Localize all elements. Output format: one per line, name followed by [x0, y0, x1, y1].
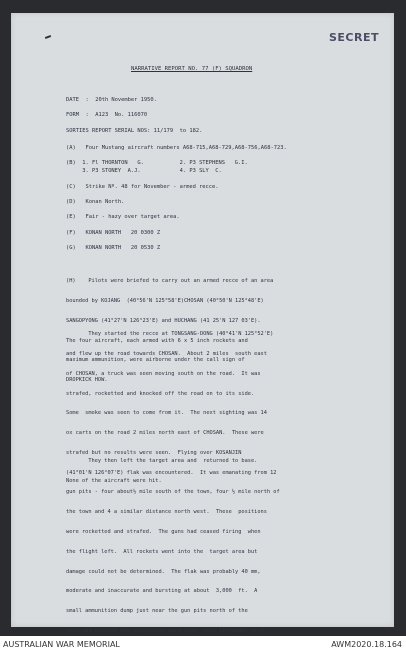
- paragraph-line: None of the aircraft were hit.: [66, 477, 162, 484]
- paragraph-line: were rocketted and strafed. The guns had ceased firing when: [66, 529, 261, 535]
- paragraph-line: strafed, rocketted and knocked off the road on to its side.: [66, 390, 255, 397]
- paragraph-line: small ammunition dump just near the gun pits north of the: [66, 608, 248, 615]
- secret-stamp: SECRET: [329, 31, 379, 44]
- paragraph-line: and flew up the road towards CHOSAN. About 2 miles south east: [66, 350, 267, 357]
- form-line: FORM : A123 No. 116070: [66, 112, 148, 118]
- paragraph-line: (H) Pilots were briefed to carry out an armed recce of an area: [66, 278, 274, 285]
- paragraph-line: They then left the target area and returned to base.: [66, 458, 258, 465]
- archive-name: AUSTRALIAN WAR MEMORIAL: [3, 640, 120, 649]
- paragraph-line: maximum ammunition, were airborne under the call sign of: [66, 357, 245, 364]
- paragraph-line: Some smoke was seen to come from it. The next sighting was 14: [66, 410, 267, 417]
- item-f: (F) KONAN NORTH 20 0300 Z: [66, 230, 161, 236]
- item-e: (E) Fair - hazy over target area.: [66, 214, 180, 220]
- paragraph-line: The four aircraft, each armed with 6 x 5 inch rockets and: [66, 337, 248, 344]
- paragraph-line: SANGOPYONG (41°27'N 126°23'E) and HUCHANG (41 25'N 127 03'E).: [66, 317, 261, 324]
- paragraph-line: gun pits - four about½ mile south of the town, four ½ mile north of: [66, 489, 280, 496]
- paragraph-line: bounded by KOJANG (40°56'N 125°58'E)CHOSAN (40°50'N 125°48'E): [66, 297, 264, 304]
- paragraph-line: strafed but no results were seen. Flying over KOSANJIN: [66, 449, 242, 456]
- paragraph-line: (41°01'N 126°07'E) flak was encountered. It was emanating from 12: [66, 469, 277, 476]
- item-g: (G) KONAN NORTH 20 0530 Z: [66, 245, 161, 251]
- footer-bar: [0, 636, 406, 653]
- catalogue-number: AWM2020.18.164: [331, 640, 402, 649]
- item-b-line-1: (B) 1. Fl THORNTON G. 2. P3 STEPHENS G.I.: [66, 160, 248, 166]
- paragraph-return: [66, 445, 257, 498]
- item-c: (C) Strike Nº. 48 for November - armed recce.: [66, 184, 219, 190]
- date-line: DATE : 20th November 1950.: [66, 97, 157, 103]
- item-a: (A) Four Mustang aircraft numbers A68-715,A68-729,A68-756,A68-723.: [66, 145, 287, 151]
- paragraph-line: ox carts on the road 2 miles north east of CHOSAN. These were: [66, 430, 264, 437]
- paragraph-line: They started the recce at TONGSANG-DONG (40°41'N 125°52'E): [66, 331, 274, 338]
- paragraph-line: damage could not be determined. The flak was probably 40 mm,: [66, 568, 261, 575]
- ink-mark: [45, 35, 51, 39]
- paragraph-line: the flight left. All rockets went into the target area but: [66, 548, 258, 555]
- paragraph-line: of CHOSAN, a truck was seen moving south on the road. It was: [66, 370, 261, 377]
- paragraph-line: town was strafed and explosions were seen, then it caught fire.: [66, 627, 267, 634]
- paragraph-line: the town and 4 a similar distance north west. These positions: [66, 509, 267, 516]
- paragraph-line: moderate and inaccurate and bursting at about 3,000 ft. A: [66, 588, 258, 595]
- document-page: [11, 13, 394, 634]
- report-title: NARRATIVE REPORT NO. 77 (F) SQUADRON: [131, 66, 253, 72]
- item-b-line-2: 3. P3 STONEY A.J. 4. P3 SLY C.: [66, 168, 222, 174]
- paragraph-line: DROPKICK HOW.: [66, 377, 108, 384]
- sorties-line: SORTIES REPORT SERIAL NOS: 11/179 to 182.: [66, 128, 203, 134]
- item-d: (D) Konan North.: [66, 199, 125, 205]
